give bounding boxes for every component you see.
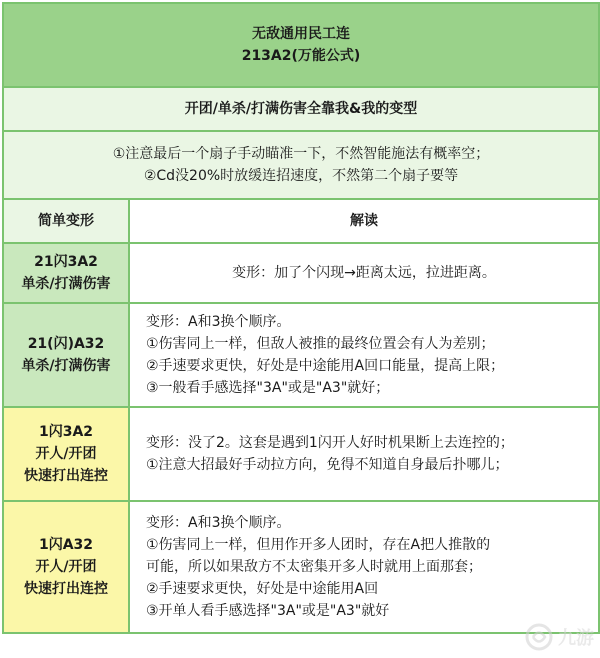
header-explain: 解读 (129, 199, 599, 243)
explain-cell (129, 303, 599, 407)
title-row (3, 3, 599, 87)
variant-combo: 21(闪)A32 (27, 336, 105, 352)
header-variant: 简单变形 (3, 199, 129, 243)
variant-label-cell (3, 501, 129, 633)
jiuyou-logo-icon (524, 622, 554, 652)
explain-line: 变形：加了个闪现→距离太远，拉进距离。 (232, 265, 496, 281)
explain-line: ②手速要求更快，好处是中途能用A回口能量，提高上限； (146, 358, 505, 374)
subtitle-row (3, 87, 599, 131)
variant-purpose: 单杀/打满伤害 (21, 276, 111, 292)
variant-purpose: 单杀/打满伤害 (21, 358, 111, 374)
title-cell (3, 3, 599, 87)
table-row (3, 243, 599, 303)
subtitle-cell (3, 87, 599, 131)
notes-cell (3, 131, 599, 199)
note-line: ②Cd没20%时放缓连招速度，不然第二个扇子要等 (143, 168, 459, 184)
explain-line: 变形：A和3换个顺序。 (146, 314, 291, 330)
watermark-text: 九游 (558, 628, 594, 649)
explain-cell (129, 407, 599, 501)
table-row (3, 501, 599, 633)
explain-line: ①注意大招最好手动拉方向，免得不知道自身最后扑哪儿； (146, 457, 509, 473)
combo-guide-table (2, 2, 600, 634)
variant-purpose: 开人/开团 (35, 446, 97, 462)
variant-combo: 21闪3A2 (34, 254, 98, 270)
guide-subtitle: 开团/单杀/打满伤害全靠我&我的变型 (184, 101, 418, 117)
explain-line: 变形：A和3换个顺序。 (146, 515, 291, 531)
explain-line: ③开单人看手感选择"3A"或是"A3"就好 (146, 603, 390, 619)
explain-line: ②手速要求更快，好处是中途能用A回 (146, 581, 379, 597)
variant-label-cell (3, 407, 129, 501)
explain-line: ③一般看手感选择"3A"或是"A3"就好； (146, 380, 390, 396)
header-row (3, 199, 599, 243)
variant-label-cell (3, 243, 129, 303)
table-row (3, 407, 599, 501)
variant-label-cell (3, 303, 129, 407)
watermark (524, 622, 594, 652)
guide-title: 无敌通用民工连 (252, 26, 350, 42)
variant-combo: 1闪A32 (38, 537, 94, 553)
combo-guide-sheet (0, 2, 600, 658)
explain-line: ①伤害同上一样，但敌人被推的最终位置会有人为差别； (146, 336, 495, 352)
variant-combo: 1闪3A2 (38, 424, 94, 440)
explain-cell (129, 501, 599, 633)
variant-purpose: 快速打出连控 (24, 468, 108, 484)
variant-purpose: 快速打出连控 (24, 581, 108, 597)
explain-cell (129, 243, 599, 303)
table-row (3, 303, 599, 407)
variant-purpose: 开人/开团 (35, 559, 97, 575)
explain-line: 可能，所以如果敌方不太密集开多人时就用上面那套； (146, 559, 482, 575)
explain-line: 变形：没了2。这套是遇到1闪开人好时机果断上去连控的； (146, 435, 514, 451)
note-line: ①注意最后一个扇子手动瞄准一下，不然智能施法有概率空； (112, 146, 490, 162)
guide-formula: 213A2(万能公式) (241, 48, 361, 64)
notes-row (3, 131, 599, 199)
explain-line: ①伤害同上一样，但用作开多人团时，存在A把人推散的 (146, 537, 491, 553)
